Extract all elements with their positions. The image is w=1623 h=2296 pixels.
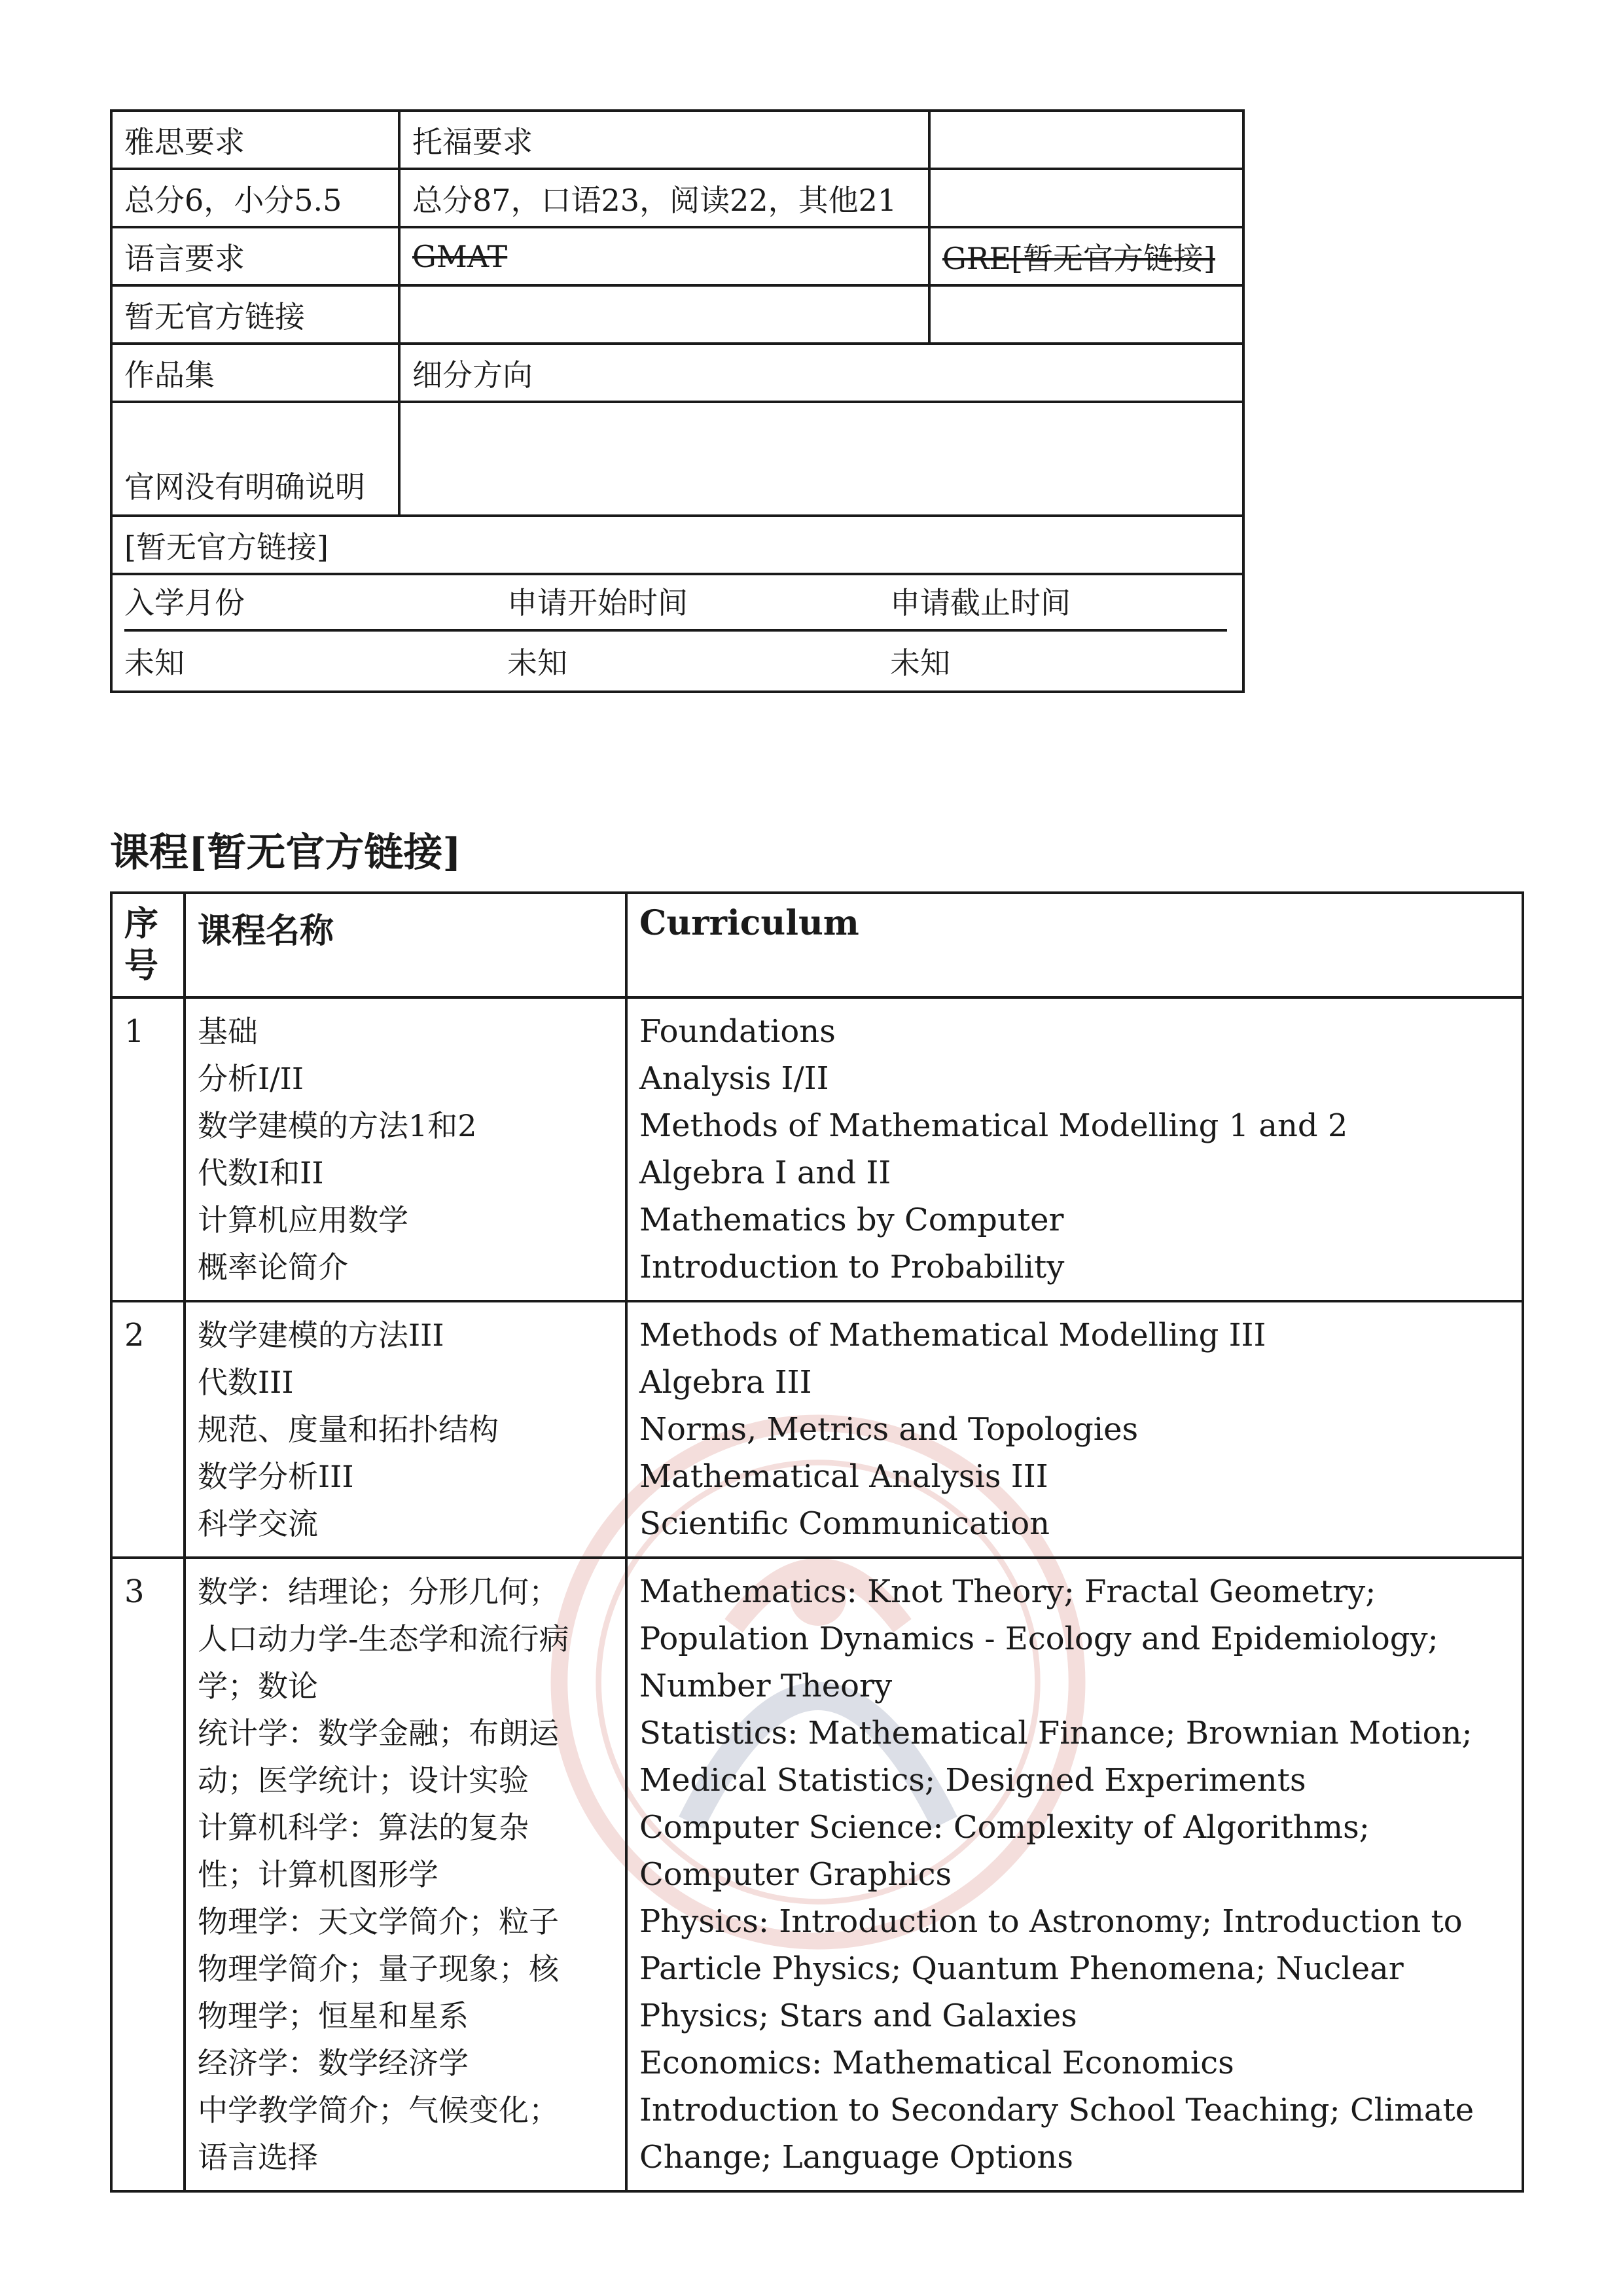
course-row [111,1301,1523,1558]
table-row [111,516,1243,574]
course-name-cn: 物理学：天文学简介；粒子 [198,1904,559,1939]
portfolio-label: 作品集 [111,344,399,402]
curriculum-en: Analysis I/II [639,1060,829,1097]
curriculum-en: Foundations [639,1013,836,1050]
empty-cell [929,169,1243,227]
curriculum-en: Economics: Mathematical Economics [639,2045,1234,2081]
empty-cell [929,285,1243,344]
course-name-cn: 计算机应用数学 [198,1202,408,1238]
curriculum-en: Computer Science: Complexity of Algorithms; [639,1809,1370,1846]
curriculum-en-cell [626,997,1523,1301]
toefl-label: 托福要求 [399,111,929,169]
table-row [111,344,1243,402]
col-header-number: 序号 [111,893,185,997]
curriculum-en: Physics: Introduction to Astronomy; Introduction to [639,1903,1463,1940]
application-open-value: 未知 [507,645,567,681]
curriculum-en-cell [626,1301,1523,1558]
curriculum-en: Number Theory [639,1668,893,1704]
table-row [111,227,1243,285]
course-row-number: 3 [111,1558,185,2191]
intake-month-header: 入学月份 [124,575,507,632]
curriculum-en: Mathematical Analysis III [639,1458,1048,1495]
curriculum-en: Computer Graphics [639,1856,952,1893]
portfolio-value: 官网没有明确说明 [111,402,399,516]
table-row [111,574,1243,692]
ielts-value: 总分6，小分5.5 [111,169,399,227]
empty-cell [399,285,929,344]
curriculum-en: Mathematics by Computer [639,1202,1064,1238]
language-requirement-label: 语言要求 [111,227,399,285]
requirements-table [110,109,1245,693]
table-row [111,169,1243,227]
course-name-cn: 物理学简介；量子现象；核 [198,1951,559,1986]
no-official-link-text: 暂无官方链接 [111,285,399,344]
course-name-cn: 科学交流 [198,1506,318,1541]
course-name-cn: 计算机科学：算法的复杂 [198,1810,529,1845]
curriculum-en: Methods of Mathematical Modelling III [639,1317,1266,1354]
course-row-number: 1 [111,997,185,1301]
course-name-cn-cell [185,1558,626,2191]
course-name-cn: 语言选择 [198,2140,318,2175]
course-name-cn-cell [185,1301,626,1558]
course-name-cn: 动；医学统计；设计实验 [198,1763,529,1798]
course-name-cn: 经济学：数学经济学 [198,2045,469,2081]
curriculum-en: Introduction to Probability [639,1249,1065,1285]
curriculum-en: Introduction to Secondary School Teaching; Climate [639,2092,1474,2128]
course-name-cn: 中学教学简介；气候变化； [198,2092,559,2128]
course-row [111,1558,1523,2191]
course-name-cn: 概率论简介 [198,1249,348,1285]
curriculum-en: Methods of Mathematical Modelling 1 and 2 [639,1107,1348,1144]
course-name-cn: 性；计算机图形学 [198,1857,438,1892]
curriculum-en: Physics; Stars and Galaxies [639,1998,1077,2034]
curriculum-en: Medical Statistics; Designed Experiments [639,1762,1306,1799]
intake-month-value: 未知 [124,645,185,681]
curriculum-en-cell [626,1558,1523,2191]
course-name-cn: 数学分析III [198,1459,354,1494]
course-row-number: 2 [111,1301,185,1558]
table-row [111,111,1243,169]
empty-cell [929,111,1243,169]
application-deadline-value: 未知 [890,645,950,681]
course-table [110,891,1524,2193]
specialization-label: 细分方向 [399,344,1243,402]
no-official-link-bracketed: [暂无官方链接] [111,516,1243,574]
curriculum-en: Mathematics: Knot Theory; Fractal Geometry; [639,1573,1376,1610]
course-row [111,997,1523,1301]
curriculum-en: Norms, Metrics and Topologies [639,1411,1139,1448]
application-dates [111,574,1243,692]
specialization-value [399,402,1243,516]
gre-label: GRE[暂无官方链接] [929,227,1243,285]
curriculum-en: Algebra III [639,1364,812,1401]
course-name-cn: 基础 [198,1014,258,1049]
col-header-course-name: 课程名称 [185,893,626,997]
course-name-cn: 物理学；恒星和星系 [198,1998,469,2034]
course-name-cn: 统计学：数学金融；布朗运 [198,1715,559,1751]
col-header-curriculum: Curriculum [626,893,1523,997]
course-name-cn-cell [185,997,626,1301]
course-section-heading: 课程[暂无官方链接] [110,830,461,876]
application-open-header: 申请开始时间 [507,575,890,632]
course-name-cn: 人口动力学-生态学和流行病 [198,1621,569,1657]
table-row [111,402,1243,516]
curriculum-en: Change; Language Options [639,2139,1073,2176]
ielts-label: 雅思要求 [111,111,399,169]
course-name-cn: 数学建模的方法1和2 [198,1108,477,1143]
course-name-cn: 学；数论 [198,1668,318,1704]
course-name-cn: 代数III [198,1365,294,1400]
table-header-row [111,893,1523,997]
curriculum-en: Population Dynamics - Ecology and Epidemiology; [639,1621,1438,1657]
toefl-value: 总分87，口语23，阅读22，其他21 [399,169,929,227]
table-row [111,285,1243,344]
application-deadline-header: 申请截止时间 [890,575,1227,632]
course-name-cn: 数学建模的方法III [198,1318,444,1353]
curriculum-en: Statistics: Mathematical Finance; Brownian Motion; [639,1715,1472,1751]
gmat-label: GMAT [399,227,929,285]
course-name-cn: 代数I和II [198,1155,324,1191]
course-name-cn: 数学：结理论；分形几何； [198,1574,559,1609]
curriculum-en: Particle Physics; Quantum Phenomena; Nuclear [639,1950,1404,1987]
course-name-cn: 规范、度量和拓扑结构 [198,1412,499,1447]
curriculum-en: Algebra I and II [639,1155,891,1191]
curriculum-en: Scientific Communication [639,1505,1050,1542]
course-name-cn: 分析I/II [198,1061,304,1096]
